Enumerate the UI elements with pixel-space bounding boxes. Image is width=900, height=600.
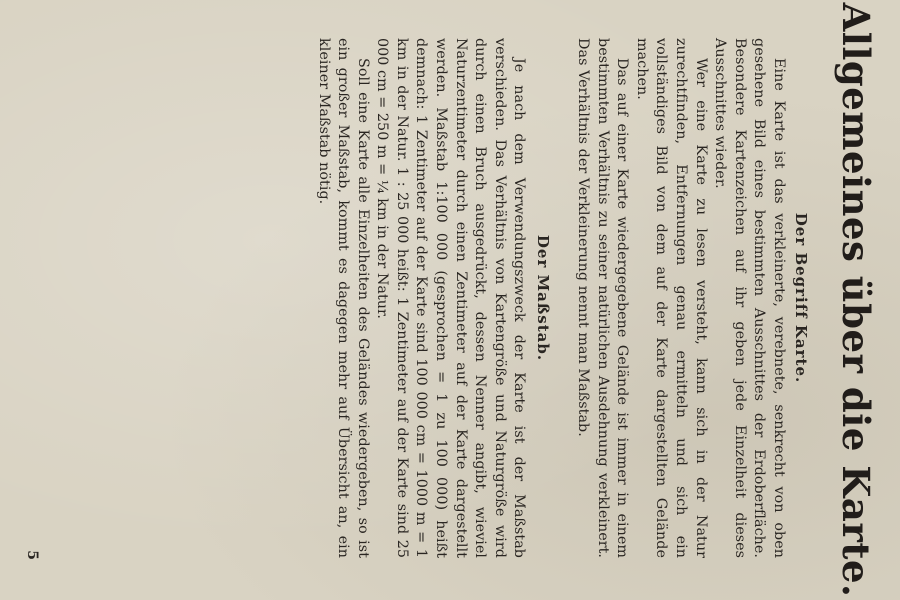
section-heading-begriff-karte: Der Begriff Karte. [792, 212, 810, 384]
page-number: 5 [24, 550, 40, 560]
paragraph: Eine Karte ist das verkleinerte, verebnete, senkrecht von oben gesehene Bild eines bestimmten Ausschnittes der Erdoberfläche. Besondere Kartenzeichen auf ihr geben jede Einzelheit dieses Ausschnittes wieder. [712, 38, 787, 558]
section-heading-massstab: Der Maßstab. [534, 234, 553, 362]
paragraph: Soll eine Karte alle Einzelheiten des Geländes wiedergeben, so ist ein großer Maßstab, kommt es dagegen mehr auf Übersicht an, ein kleiner Maßstab nötig. [315, 38, 371, 558]
paragraph: Je nach dem Verwendungszweck der Karte ist der Maßstab verschieden. Das Verhältnis von Kartengröße und Naturgröße wird durch einen Bruch ausgedrückt, dessen Nenner angibt, wieviel Naturzentimeter durch einen Zentimeter auf der Karte dargestellt werden. Maßstab 1:100 000 (gesprochen = 1 zu 100 000) heißt demnach: 1 Zentimeter auf der Karte sind 100 000 cm = 1000 m = 1 km in der Natur. 1 : 25 000 heißt: 1 Zentimeter auf der Karte sind 25 000 cm = 250 m = ¼ km in der Natur. [374, 38, 528, 558]
page-title: Allgemeines über die Karte. [834, 2, 878, 598]
body-text [313, 38, 812, 558]
paragraph: Wer eine Karte zu lesen versteht, kann sich in der Natur zurechtfinden, Entfernungen genau ermitteln und sich ein vollständiges Bild von dem auf der Karte dargestellten Gelände machen. [633, 38, 709, 558]
paragraph: Das auf einer Karte wiedergegebene Gelände ist immer in einem bestimmten Verhältnis zu seiner natürlichen Ausdehnung verkleinert. Das Verhältnis der Verkleinerung nennt man Maßstab. [575, 38, 631, 558]
